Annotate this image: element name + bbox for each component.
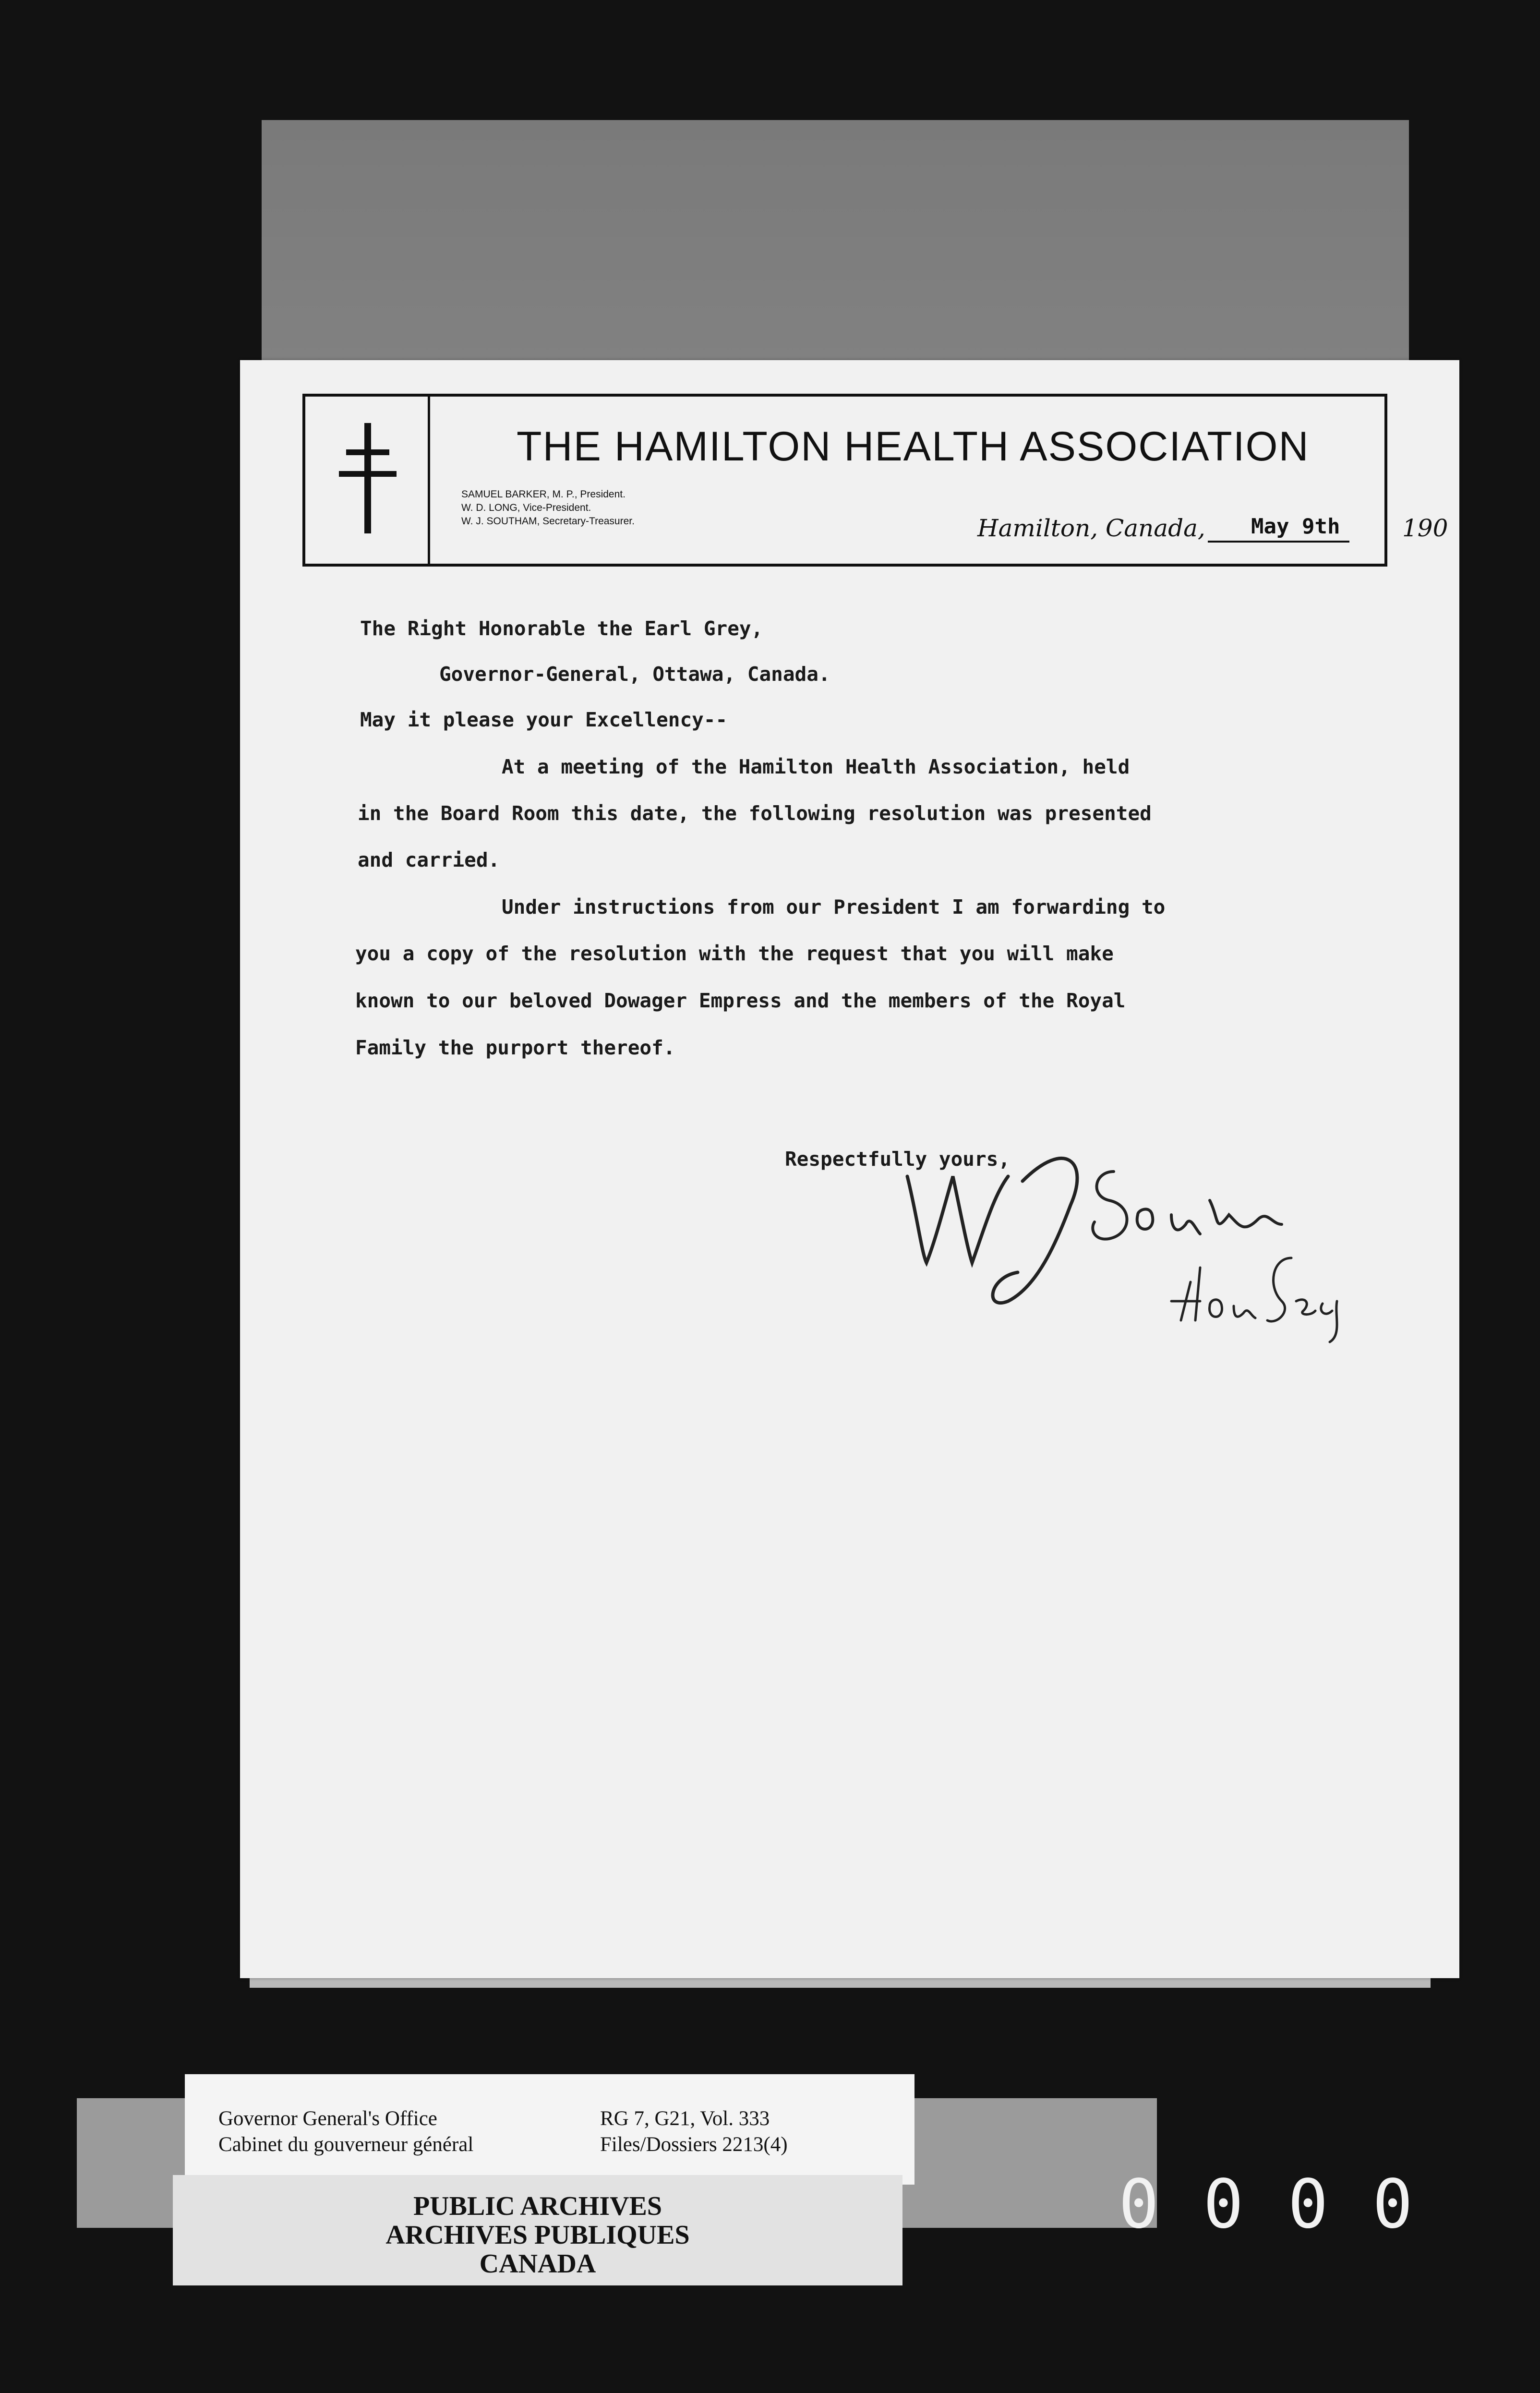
closing: Respectfully yours,	[785, 1148, 1010, 1171]
addressee-line-2: Governor-General, Ottawa, Canada.	[439, 663, 830, 686]
paragraph-2-line-1: Under instructions from our President I am forwarding to	[502, 895, 1166, 919]
salutation: May it please your Excellency--	[360, 708, 728, 731]
record-group-reference: RG 7, G21, Vol. 333	[600, 2107, 770, 2130]
office-fr: Cabinet du gouverneur général	[218, 2133, 474, 2156]
stamp-line-3: CANADA	[479, 2249, 596, 2279]
paragraph-2-line-4: Family the purport thereof.	[355, 1036, 675, 1059]
place: Hamilton, Canada,	[977, 514, 1205, 542]
officer-vice-president: W. D. LONG, Vice-President.	[461, 502, 591, 513]
date: May 9th	[1251, 514, 1340, 539]
organization-name: THE HAMILTON HEALTH ASSOCIATION	[517, 423, 1310, 470]
letter-page	[240, 360, 1459, 1978]
paragraph-2-line-2: you a copy of the resolution with the request that you will make	[355, 942, 1114, 965]
public-archives-stamp	[173, 2175, 902, 2285]
paragraph-1-line-2: in the Board Room this date, the following resolution was presented	[358, 802, 1152, 825]
addressee-line-1: The Right Honorable the Earl Grey,	[360, 617, 763, 640]
files-reference: Files/Dossiers 2213(4)	[600, 2133, 788, 2156]
frame-counter: 0000	[1119, 2165, 1457, 2244]
paragraph-1-line-1: At a meeting of the Hamilton Health Association, held	[502, 755, 1130, 778]
paragraph-2-line-3: known to our beloved Dowager Empress and the members of the Royal	[355, 989, 1126, 1012]
stamp-line-1: PUBLIC ARCHIVES	[413, 2191, 662, 2221]
paragraph-1-line-3: and carried.	[358, 848, 500, 871]
officer-secretary-treasurer: W. J. SOUTHAM, Secretary-Treasurer.	[461, 516, 635, 527]
handwritten-signature	[864, 1143, 1344, 1344]
officer-president: SAMUEL BARKER, M. P., President.	[461, 489, 626, 500]
archive-reference-label	[185, 2074, 914, 2185]
year: 190	[1402, 514, 1448, 542]
stamp-line-2: ARCHIVES PUBLIQUES	[385, 2220, 690, 2250]
office-en: Governor General's Office	[218, 2107, 437, 2130]
